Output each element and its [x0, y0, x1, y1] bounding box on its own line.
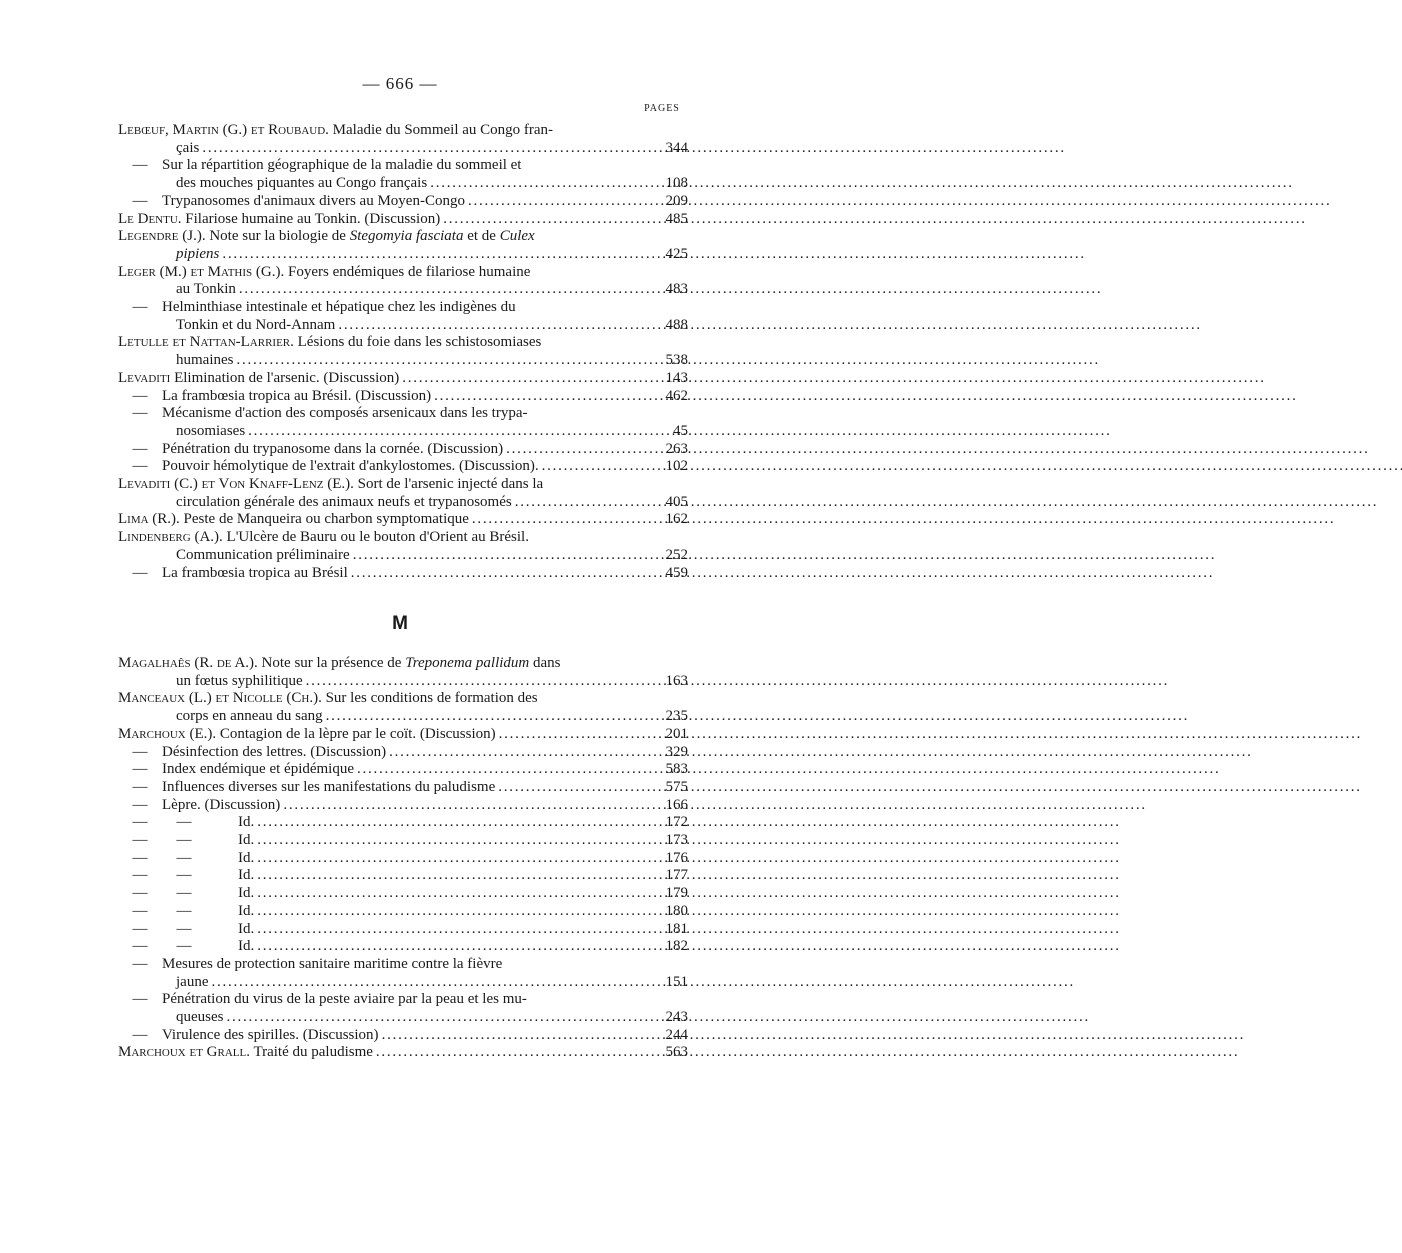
- page-ref: 329: [665, 743, 688, 760]
- page-ref: 151: [665, 973, 688, 990]
- page-ref: 102: [665, 458, 688, 475]
- page-ref: 179: [665, 885, 688, 902]
- page-ref: 180: [665, 902, 688, 919]
- page-ref: 583: [665, 761, 688, 778]
- section-letter-heading: M: [392, 613, 408, 634]
- index-entry-id: — — Id. . . . 172: [118, 814, 688, 832]
- page-ref: 485: [665, 210, 688, 227]
- page-ref: 176: [665, 849, 688, 866]
- page-ref: 172: [665, 814, 688, 831]
- page-ref: 209: [665, 192, 688, 209]
- page-ref: 243: [665, 1009, 688, 1026]
- index-entry-id: — — Id. . . . 176: [118, 850, 688, 868]
- page-ref: 182: [665, 938, 688, 955]
- page-ref: 462: [665, 387, 688, 404]
- entry-author: Marchoux et Grall.: [118, 1044, 250, 1061]
- index-entry: — Trypanosomes d'animaux divers au Moyen-Congo . . . 209: [118, 193, 688, 211]
- section-m-entries: [118, 655, 688, 1062]
- entry-author: Lima (R.).: [118, 511, 180, 528]
- page-ref: 45: [673, 422, 688, 439]
- index-entry: — Mesures de protection sanitaire maritime contre la fièvre jaune . . . 151: [118, 956, 688, 991]
- page-ref: 344: [665, 139, 688, 156]
- index-entry: — Pouvoir hémolytique de l'extrait d'ankylostomes. (Discussion). . . . 102: [118, 458, 688, 476]
- entry-author: Legendre (J.).: [118, 228, 206, 245]
- section-l-entries: [118, 122, 688, 582]
- index-entry: Marchoux (E.). Contagion de la lèpre par le coït. (Discussion) . . . 201: [118, 726, 688, 744]
- index-entry: — Influences diverses sur les manifestations du paludisme . . . 575: [118, 779, 688, 797]
- pages-column-label: PAGES: [644, 103, 680, 114]
- page-ref: 405: [665, 493, 688, 510]
- index-entry: Lima (R.). Peste de Manqueira ou charbon symptomatique . . . 162: [118, 511, 688, 529]
- entry-author: Marchoux (E.).: [118, 725, 217, 742]
- index-entry: Lebœuf, Martin (G.) et Roubaud. Maladie du Sommeil au Congo fran- çais . . . 344: [118, 122, 688, 157]
- index-entry: Leger (M.) et Mathis (G.). Foyers endémiques de filariose humaine au Tonkin . . . 483: [118, 264, 688, 299]
- index-entry: — Sur la répartition géographique de la maladie du sommeil et des mouches piquantes au Congo français . . . 108: [118, 157, 688, 192]
- index-entry-id: — — Id. . . . 173: [118, 832, 688, 850]
- entry-author: Levaditi (C.) et Von Knaff-Lenz (E.).: [118, 476, 354, 493]
- index-entry-id: — — Id. . . . 179: [118, 885, 688, 903]
- index-entry-id: — — Id. . . . 182: [118, 938, 688, 956]
- index-entry: — Lèpre. (Discussion) . . . 166: [118, 797, 688, 815]
- page-ref: 163: [665, 672, 688, 689]
- index-entry-id: — — Id. . . . 180: [118, 903, 688, 921]
- index-entry: Legendre (J.). Note sur la biologie de Stegomyia fasciata et de Culex pipiens . . . 425: [118, 228, 688, 263]
- page-number: — 666 —: [362, 74, 438, 93]
- page-ref: 252: [665, 546, 688, 563]
- index-entry-id: — — Id. . . . 181: [118, 921, 688, 939]
- page-ref: 244: [665, 1026, 688, 1043]
- index-entry: — Mécanisme d'action des composés arsenicaux dans les trypa- nosomiases . . . 45: [118, 405, 688, 440]
- index-entry-id: — — Id. . . . 177: [118, 867, 688, 885]
- index-entry: Lindenberg (A.). L'Ulcère de Bauru ou le bouton d'Orient au Brésil. Communication préliminaire . . . 252: [118, 529, 688, 564]
- entry-author: Leger (M.) et Mathis (G.).: [118, 263, 285, 280]
- index-entry: — Pénétration du trypanosome dans la cornée. (Discussion) . . . 263: [118, 441, 688, 459]
- index-entry: — Pénétration du virus de la peste aviaire par la peau et les mu- queuses . . . 243: [118, 991, 688, 1026]
- index-entry: — Helminthiase intestinale et hépatique chez les indigènes du Tonkin et du Nord-Annam . . . 488: [118, 299, 688, 334]
- page-ref: 488: [665, 316, 688, 333]
- page-ref: 425: [665, 245, 688, 262]
- page-ref: 235: [665, 708, 688, 725]
- page-ref: 483: [665, 281, 688, 298]
- entry-author: Levaditi: [118, 369, 171, 386]
- index-entry: Marchoux et Grall. Traité du paludisme . . . 563: [118, 1044, 688, 1062]
- page-ref: 162: [665, 511, 688, 528]
- index-entry: — La frambœsia tropica au Brésil . . . 459: [118, 565, 688, 583]
- index-entry: Letulle et Nattan-Larrier. Lésions du foie dans les schistosomiases humaines . . . 538: [118, 334, 688, 369]
- entry-author: Magalhaês (R. de A.).: [118, 655, 258, 671]
- page-ref: 459: [665, 564, 688, 581]
- entry-author: Letulle et Nattan-Larrier.: [118, 334, 294, 351]
- page-ref: 181: [665, 920, 688, 937]
- index-entry: Levaditi Elimination de l'arsenic. (Discussion) . . . 143: [118, 370, 688, 388]
- page-ref: 177: [665, 867, 688, 884]
- index-entry: Manceaux (L.) et Nicolle (Ch.). Sur les conditions de formation des corps en anneau du sang . . . 235: [118, 690, 688, 725]
- entry-author: Manceaux (L.) et Nicolle (Ch.).: [118, 690, 322, 707]
- page-ref: 108: [665, 175, 688, 192]
- index-entry: — Virulence des spirilles. (Discussion) . . . 244: [118, 1027, 688, 1045]
- index-entry: Levaditi (C.) et Von Knaff-Lenz (E.). Sort de l'arsenic injecté dans la circulation générale des animaux neufs et trypanosomés . . . 405: [118, 476, 688, 511]
- entry-author: Le Dentu.: [118, 210, 182, 227]
- page-ref: 201: [665, 725, 688, 742]
- page-ref: 263: [665, 440, 688, 457]
- entry-author: Lebœuf, Martin (G.) et Roubaud.: [118, 122, 329, 138]
- page-ref: 563: [665, 1044, 688, 1061]
- page-ref: 575: [665, 778, 688, 795]
- index-entry: — Désinfection des lettres. (Discussion) . . . 329: [118, 744, 688, 762]
- page-ref: 538: [665, 352, 688, 369]
- index-entry: Le Dentu. Filariose humaine au Tonkin. (Discussion) . . . 485: [118, 211, 688, 229]
- page-ref: 173: [665, 832, 688, 849]
- index-entry: Magalhaês (R. de A.). Note sur la présence de Treponema pallidum dans un fœtus syphilitique . . . 163: [118, 655, 688, 690]
- entry-author: Lindenberg (A.).: [118, 529, 223, 546]
- index-entry: — La frambœsia tropica au Brésil. (Discussion) . . . 462: [118, 388, 688, 406]
- index-entry: — Index endémique et épidémique . . . 583: [118, 761, 688, 779]
- page-ref: 166: [665, 796, 688, 813]
- page-ref: 143: [665, 369, 688, 386]
